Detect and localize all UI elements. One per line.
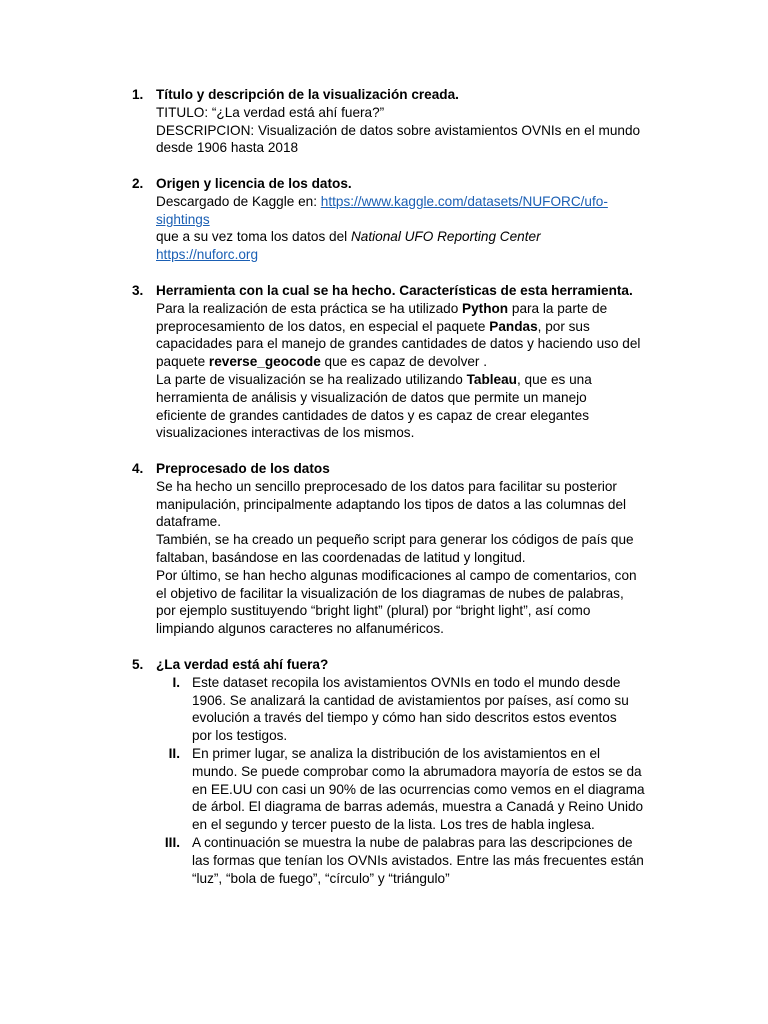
- section-title: ¿La verdad está ahí fuera?: [156, 657, 329, 672]
- text-fragment: preprocesamiento de los datos, en especial el paquete: [156, 318, 490, 334]
- text-line: [156, 353, 666, 371]
- section-number: 3.: [132, 283, 144, 298]
- text-line: [156, 300, 666, 318]
- text-fragment: Descargado de Kaggle en:: [156, 193, 321, 209]
- text-line: A continuación se muestra la nube de palabras para las descripciones de: [192, 834, 633, 850]
- text-line: [156, 211, 666, 229]
- organization-name: National UFO Reporting Center: [350, 229, 541, 245]
- text-fragment: La parte de visualización se ha realizado utilizando: [156, 371, 467, 387]
- text-line: las formas que tenían los OVNIs avistados. Entre las más frecuentes están: [192, 852, 644, 868]
- text-line: faltaban, basándose en las coordenadas de latitud y longitud.: [156, 549, 526, 565]
- roman-list: [156, 674, 666, 888]
- text-line: evolución a través del tiempo y cómo han sido descritos estos eventos: [192, 710, 617, 726]
- text-line: dataframe.: [156, 514, 221, 530]
- list-item: [156, 834, 666, 887]
- section-1: [132, 86, 666, 157]
- list-item: [156, 674, 666, 745]
- nuforc-link[interactable]: https://nuforc.org: [156, 247, 259, 263]
- text-line: por ejemplo sustituyendo “bright light” (plural) por “bright light”, así como: [156, 603, 591, 619]
- text-line: Se ha hecho un sencillo preprocesado de los datos para facilitar su posterior: [156, 478, 617, 494]
- text-fragment: que es capaz de devolver .: [320, 354, 488, 370]
- section-title: Preprocesado de los datos: [156, 461, 330, 476]
- text-line: limpiando algunos caracteres no alfanuméricos.: [156, 621, 444, 637]
- text-line: el objetivo de facilitar la visualización de los diagramas de nubes de palabras,: [156, 585, 624, 601]
- list-numeral: I.: [172, 674, 180, 690]
- text-line: También, se ha creado un pequeño script para generar los códigos de país que: [156, 532, 634, 548]
- text-line: Este dataset recopila los avistamientos OVNIs en todo el mundo desde: [192, 674, 621, 690]
- kaggle-link-continued[interactable]: sightings: [156, 211, 210, 227]
- section-number: 2.: [132, 176, 144, 191]
- text-line: [156, 371, 666, 389]
- list-item: [156, 745, 666, 834]
- section-number: 5.: [132, 657, 144, 672]
- text-line: Por último, se han hecho algunas modificaciones al campo de comentarios, con: [156, 567, 637, 583]
- text-fragment: Para la realización de esta práctica se ha utilizado: [156, 300, 463, 316]
- text-line: [156, 246, 666, 264]
- text-line: [156, 318, 666, 336]
- text-line: [156, 193, 666, 211]
- text-fragment: paquete: [156, 354, 209, 370]
- text-line: en EE.UU con casi un 90% de las ocurrencias como vemos en el diagrama: [192, 781, 645, 797]
- list-numeral: III.: [164, 834, 180, 850]
- section-3: [132, 282, 666, 442]
- text-fragment: para la parte de: [508, 300, 608, 316]
- section-5: [132, 656, 666, 887]
- list-numeral: II.: [168, 745, 180, 761]
- section-title: Origen y licencia de los datos.: [156, 176, 352, 191]
- text-line: DESCRIPCION: Visualización de datos sobre avistamientos OVNIs en el mundo: [156, 122, 641, 138]
- text-line: desde 1906 hasta 2018: [156, 140, 299, 156]
- text-line: manipulación, principalmente adaptando los tipos de datos a las columnas del: [156, 496, 627, 512]
- text-line: [156, 228, 666, 246]
- bold-term: Python: [462, 300, 509, 316]
- text-fragment: , por sus: [537, 318, 590, 334]
- text-line: visualizaciones interactivas de los mismos.: [156, 425, 415, 441]
- text-line: herramienta de análisis y visualización de datos que permite un manejo: [156, 389, 587, 405]
- section-number: 4.: [132, 461, 144, 476]
- text-fragment: , que es una: [516, 371, 592, 387]
- bold-term: Tableau: [466, 371, 517, 387]
- section-4: [132, 460, 666, 638]
- section-title: Herramienta con la cual se ha hecho. Características de esta herramienta.: [156, 283, 633, 298]
- text-line: “luz”, “bola de fuego”, “círculo” y “triángulo”: [192, 870, 450, 886]
- text-line: 1906. Se analizará la cantidad de avistamientos por países, así como su: [192, 692, 629, 708]
- text-line: en el segundo y tercer puesto de la lista. Los tres de habla inglesa.: [192, 817, 595, 833]
- text-line: de árbol. El diagrama de barras además, muestra a Canadá y Reino Unido: [192, 799, 644, 815]
- text-line: capacidades para el manejo de grandes cantidades de datos y haciendo uso del: [156, 336, 641, 352]
- text-line: eficiente de grandes cantidades de datos y es capaz de crear elegantes: [156, 407, 590, 423]
- kaggle-link[interactable]: https://www.kaggle.com/datasets/NUFORC/ufo-: [320, 193, 608, 209]
- bold-term: Pandas: [489, 318, 538, 334]
- text-fragment: que a su vez toma los datos del: [156, 229, 351, 245]
- section-title: Título y descripción de la visualización creada.: [156, 87, 459, 102]
- text-line: por los testigos.: [192, 728, 288, 744]
- text-line: En primer lugar, se analiza la distribución de los avistamientos en el: [192, 745, 601, 761]
- section-2: [132, 175, 666, 264]
- bold-term: reverse_geocode: [208, 354, 321, 370]
- text-line: mundo. Se puede comprobar como la abrumadora mayoría de estos se da: [192, 763, 642, 779]
- text-line: TITULO: “¿La verdad está ahí fuera?”: [156, 104, 385, 120]
- section-number: 1.: [132, 87, 144, 102]
